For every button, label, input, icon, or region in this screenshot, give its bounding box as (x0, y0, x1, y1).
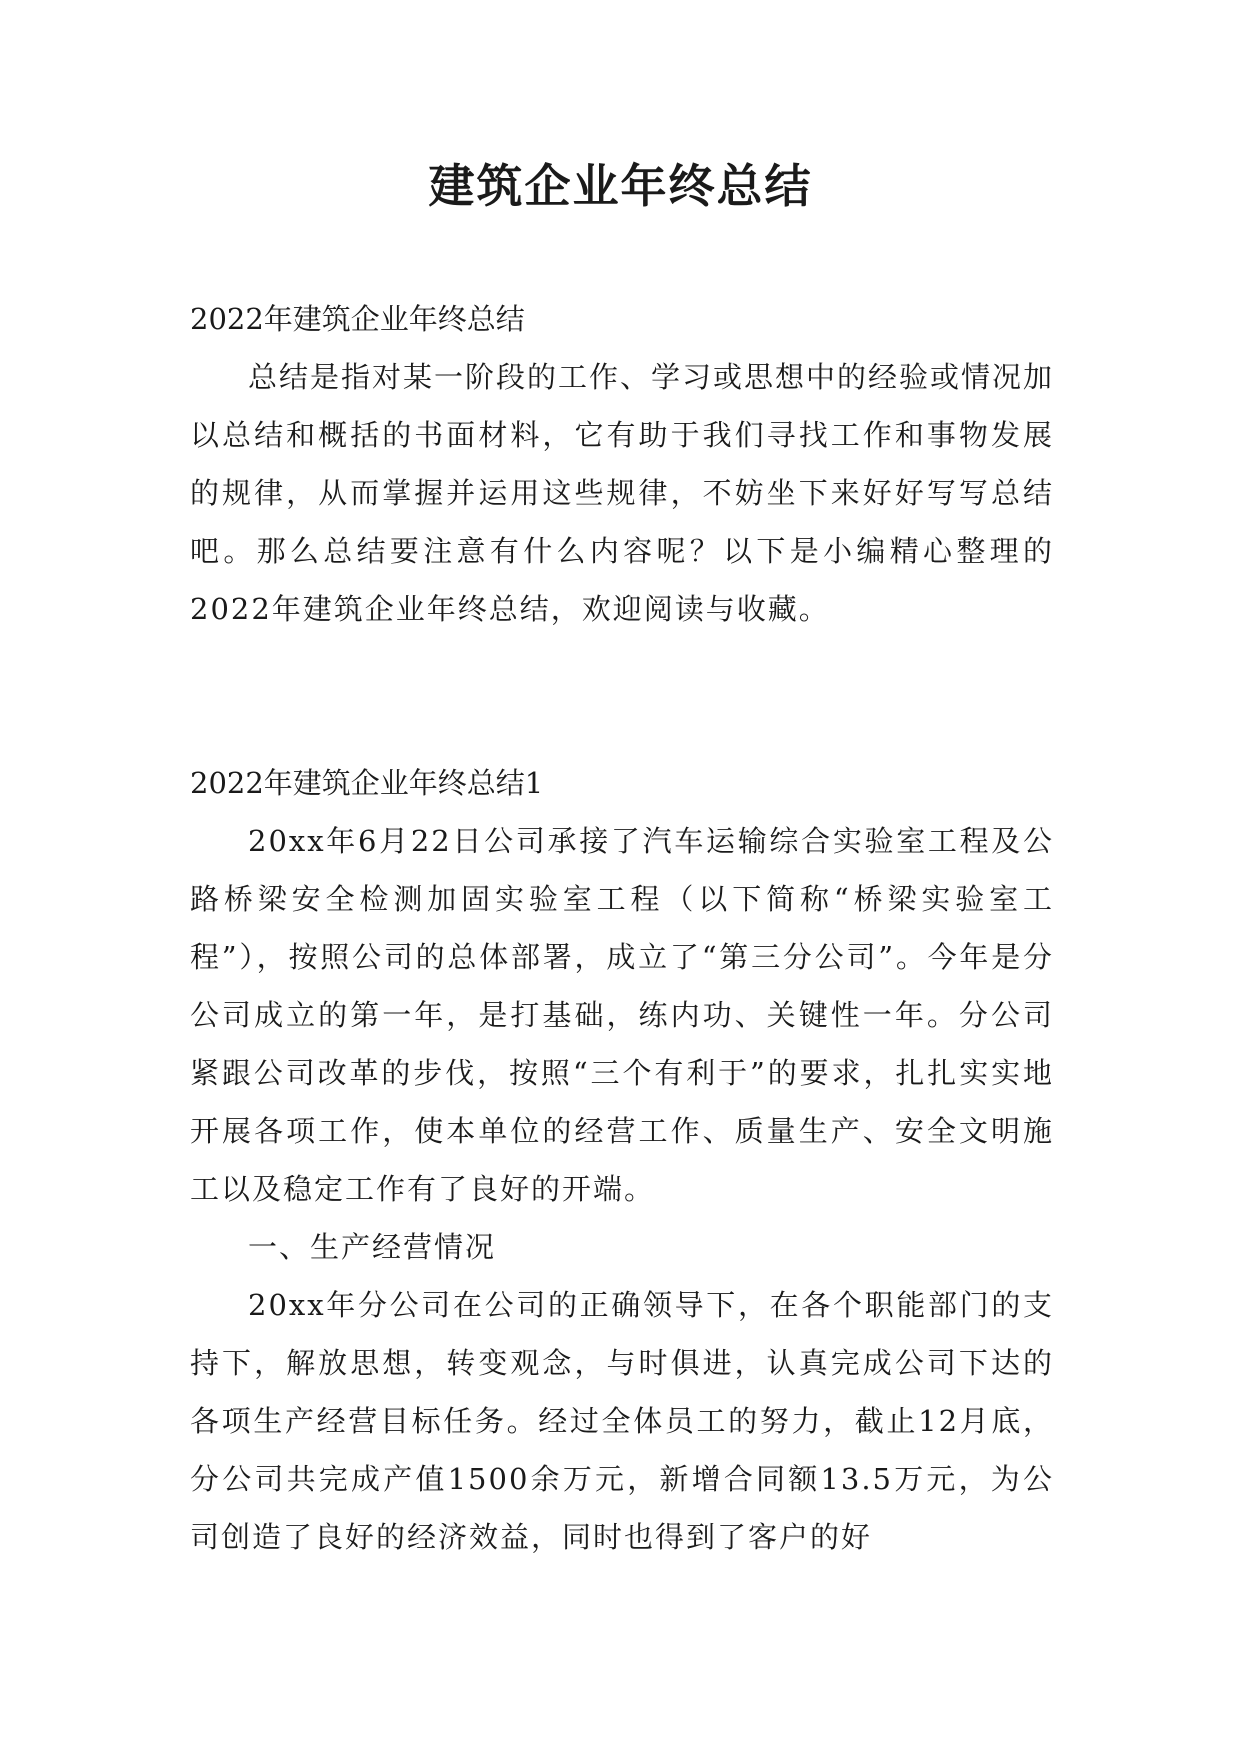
section-spacer (190, 638, 1054, 754)
section-heading: 2022年建筑企业年终总结1 (190, 766, 544, 800)
document-body (190, 290, 1054, 1566)
intro-heading: 2022年建筑企业年终总结 (190, 302, 525, 336)
section-subheading: 一、生产经营情况 (248, 1230, 497, 1264)
section-paragraph: 20xx年6月22日公司承接了汽车运输综合实验室工程及公路桥梁安全检测加固实验室工程（以下简称“桥梁实验室工程”），按照公司的总体部署，成立了“第三分公司”。今年是分公司成立的第一年，是打基础，练内功、关键性一年。分公司紧跟公司改革的步伐，按照“三个有利于”的要求，扎扎实实地开展各项工作，使本单位的经营工作、质量生产、安全文明施工以及稳定工作有了良好的开端。 (190, 824, 1054, 1206)
intro-paragraph: 总结是指对某一阶段的工作、学习或思想中的经验或情况加以总结和概括的书面材料，它有助于我们寻找工作和事物发展的规律，从而掌握并运用这些规律，不妨坐下来好好写写总结吧。那么总结要注意有什么内容呢？以下是小编精心整理的2022年建筑企业年终总结，欢迎阅读与收藏。 (190, 360, 1055, 626)
document-title: 建筑企业年终总结 (428, 159, 813, 213)
section-paragraph: 20xx年分公司在公司的正确领导下，在各个职能部门的支持下，解放思想，转变观念，与时俱进，认真完成公司下达的各项生产经营目标任务。经过全体员工的努力，截止12月底，分公司共完成产值1500余万元，新增合同额13.5万元，为公司创造了良好的经济效益，同时也得到了客户的好 (190, 1288, 1054, 1554)
